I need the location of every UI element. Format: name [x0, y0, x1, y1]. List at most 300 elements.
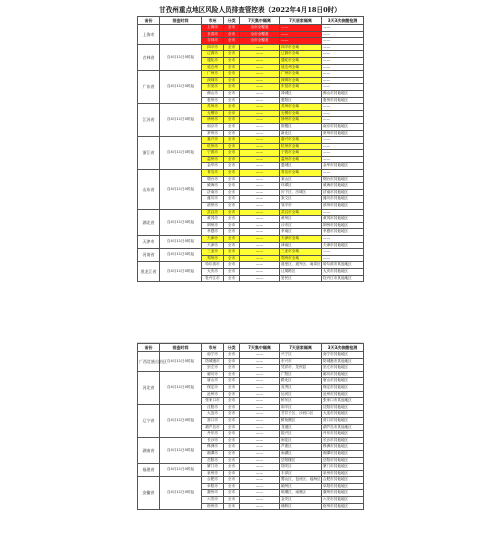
time-cell: 自4月11日0时起: [160, 477, 202, 510]
province-cell: 河南省: [138, 249, 160, 262]
city-cell: 辽源市: [202, 51, 224, 58]
nucleic-test-cell: ——: [322, 156, 364, 163]
centralized-isolation-cell: ——: [240, 176, 280, 183]
centralized-isolation-cell: ——: [240, 104, 280, 111]
document-page-1: [137, 4, 363, 282]
header-province: 省份: [138, 344, 160, 352]
home-isolation-cell: ——: [280, 25, 322, 32]
centralized-isolation-cell: ——: [240, 391, 280, 398]
centralized-isolation-cell: ——: [240, 156, 280, 163]
home-isolation-cell: 兴宁区: [280, 352, 322, 359]
home-isolation-cell: 温州市全域: [280, 156, 322, 163]
province-cell: 浙江省: [138, 137, 160, 170]
table-row: [138, 209, 364, 216]
time-cell: 自4月11日0时起: [160, 464, 202, 477]
nucleic-test-cell: 阜阳市其他地区: [322, 483, 364, 490]
home-isolation-cell: 杭州市全域: [280, 143, 322, 150]
home-isolation-cell: 雨湖区: [280, 450, 322, 457]
province-cell: 黑龙江省: [138, 262, 160, 282]
header-nucleic-test: 3天3次核酸检测: [322, 344, 364, 352]
centralized-isolation-cell: ——: [240, 130, 280, 137]
nucleic-test-cell: 株洲市其他地区: [322, 444, 364, 451]
nucleic-test-cell: 合肥市其他地区: [322, 477, 364, 484]
nucleic-test-cell: 沈阳市其他地区: [322, 404, 364, 411]
nucleic-test-cell: 葫芦岛市其他地区: [322, 424, 364, 431]
header-home-isolation: 7天居家隔离: [280, 344, 322, 352]
centralized-isolation-cell: ——: [240, 268, 280, 275]
category-cell: 全市: [224, 229, 240, 236]
centralized-isolation-cell: ——: [240, 97, 280, 104]
centralized-isolation-cell: ——: [240, 163, 280, 170]
category-cell: 全市: [224, 57, 240, 64]
centralized-isolation-cell: ——: [240, 275, 280, 282]
header-province: 省份: [138, 17, 160, 25]
header-nucleic-test: 3天3次核酸检测: [322, 17, 364, 25]
city-cell: 金华市: [202, 163, 224, 170]
nucleic-test-cell: 南京市其他地区: [322, 123, 364, 130]
centralized-isolation-cell: ——: [240, 352, 280, 359]
nucleic-test-cell: 六安市其他地区: [322, 497, 364, 504]
home-isolation-cell: 深圳市全域: [280, 77, 322, 84]
nucleic-test-cell: 牡丹江市其他地区: [322, 275, 364, 282]
city-cell: 深圳市: [202, 77, 224, 84]
category-cell: 全市: [224, 470, 240, 477]
category-cell: 全市: [224, 417, 240, 424]
category-cell: 全市: [224, 117, 240, 124]
time-cell: 自4月11日0时起: [160, 262, 202, 282]
nucleic-test-cell: ——: [322, 170, 364, 177]
city-cell: 合肥市: [202, 477, 224, 484]
city-cell: 天津市: [202, 242, 224, 249]
centralized-isolation-cell: ——: [240, 483, 280, 490]
home-isolation-cell: 鲅鱼圈区: [280, 417, 322, 424]
category-cell: 全市: [224, 398, 240, 405]
category-cell: 全市: [224, 209, 240, 216]
category-cell: 全市: [224, 90, 240, 97]
home-isolation-cell: 婺城区: [280, 163, 322, 170]
nucleic-test-cell: ——: [322, 64, 364, 71]
home-isolation-cell: 历下区、历城区: [280, 189, 322, 196]
home-isolation-cell: 运河区: [280, 391, 322, 398]
centralized-isolation-cell: ——: [240, 411, 280, 418]
city-cell: 唐山市: [202, 378, 224, 385]
nucleic-test-cell: ——: [322, 38, 364, 45]
nucleic-test-cell: 岳阳市其他地区: [322, 457, 364, 464]
table-row: [138, 249, 364, 256]
table-row: [138, 262, 364, 269]
city-cell: 烟台市: [202, 176, 224, 183]
table-row: [138, 477, 364, 484]
category-cell: 全市: [224, 464, 240, 471]
nucleic-test-cell: ——: [322, 84, 364, 91]
centralized-isolation-cell: ——: [240, 196, 280, 203]
home-isolation-cell: 郑州市全域: [280, 255, 322, 262]
category-cell: 全市: [224, 110, 240, 117]
city-cell: 潍坊市: [202, 196, 224, 203]
category-cell: 全市: [224, 275, 240, 282]
nucleic-test-cell: 佛山市其他地区: [322, 90, 364, 97]
nucleic-test-cell: 厦门市其他地区: [322, 464, 364, 471]
nucleic-test-cell: 常州市其他地区: [322, 130, 364, 137]
category-cell: 全市: [224, 163, 240, 170]
category-cell: 全市: [224, 431, 240, 438]
centralized-isolation-cell: ——: [240, 236, 280, 243]
home-isolation-cell: 苏州市全域: [280, 104, 322, 111]
category-cell: 全市: [224, 497, 240, 504]
time-cell: 自4月11日0时起: [160, 137, 202, 170]
centralized-isolation-cell: ——: [240, 51, 280, 58]
province-cell: 福建省: [138, 464, 160, 477]
time-cell: 自4月11日0时起: [160, 404, 202, 437]
home-isolation-cell: 四平市全域: [280, 44, 322, 51]
nucleic-test-cell: ——: [322, 104, 364, 111]
category-cell: 全市: [224, 424, 240, 431]
city-cell: 营口市: [202, 417, 224, 424]
home-isolation-cell: 桥东区: [280, 398, 322, 405]
city-cell: 六安市: [202, 497, 224, 504]
city-cell: 滨州市: [202, 203, 224, 210]
city-cell: 湘潭市: [202, 450, 224, 457]
category-cell: 全市: [224, 371, 240, 378]
nucleic-test-cell: ——: [322, 255, 364, 262]
category-cell: 全市: [224, 483, 240, 490]
city-cell: 岳阳市: [202, 457, 224, 464]
home-isolation-cell: 津南区: [280, 242, 322, 249]
city-cell: 济南市: [202, 189, 224, 196]
category-cell: 全市: [224, 25, 240, 32]
category-cell: 全市: [224, 222, 240, 229]
category-cell: 全市: [224, 365, 240, 372]
category-cell: 全市: [224, 51, 240, 58]
city-cell: 温州市: [202, 156, 224, 163]
nucleic-test-cell: 滁州市其他地区: [322, 490, 364, 497]
category-cell: 全市: [224, 123, 240, 130]
home-isolation-cell: 通化市全域: [280, 57, 322, 64]
centralized-isolation-cell: ——: [240, 365, 280, 372]
home-isolation-cell: 环翠区: [280, 183, 322, 190]
home-isolation-cell: 蜀山区、包河区、瑶海区: [280, 477, 322, 484]
city-cell: 通化市: [202, 57, 224, 64]
home-isolation-cell: ——: [280, 31, 322, 38]
category-cell: 全市: [224, 104, 240, 111]
header-category: 分类: [224, 17, 240, 25]
home-isolation-cell: 奎文区: [280, 196, 322, 203]
nucleic-test-cell: 金华市其他地区: [322, 163, 364, 170]
time-cell: 自4月11日0时起: [160, 437, 202, 463]
nucleic-test-cell: 滨州市其他地区: [322, 203, 364, 210]
city-cell: 沈阳市: [202, 404, 224, 411]
home-isolation-cell: 颍州区: [280, 483, 322, 490]
home-isolation-cell: 爱民区: [280, 275, 322, 282]
centralized-isolation-cell: ——: [240, 143, 280, 150]
nucleic-test-cell: 廊坊市其他地区: [322, 371, 364, 378]
nucleic-test-cell: ——: [322, 249, 364, 256]
centralized-isolation-cell: ——: [240, 222, 280, 229]
header-home-isolation: 7天居家隔离: [280, 17, 322, 25]
table-row: [138, 137, 364, 144]
header-category: 分类: [224, 344, 240, 352]
centralized-isolation-cell: ——: [240, 123, 280, 130]
city-cell: 上海市: [202, 25, 224, 32]
home-isolation-cell: 三亚市全域: [280, 249, 322, 256]
document-page-2: [137, 342, 363, 510]
city-cell: 荆州市: [202, 222, 224, 229]
home-isolation-cell: 岳阳楼区: [280, 457, 322, 464]
centralized-isolation-cell: ——: [240, 450, 280, 457]
city-cell: 威海市: [202, 183, 224, 190]
nucleic-test-cell: 黄冈市其他地区: [322, 216, 364, 223]
home-isolation-cell: 翔安区: [280, 464, 322, 471]
category-cell: 全市: [224, 38, 240, 45]
centralized-isolation-cell: ——: [240, 84, 280, 91]
category-cell: 全市: [224, 262, 240, 269]
home-isolation-cell: 宁波市全域: [280, 150, 322, 157]
header-city: 市州: [202, 17, 224, 25]
province-cell: 江苏省: [138, 104, 160, 137]
time-cell: 自4月11日0时起: [160, 170, 202, 210]
home-isolation-cell: 鼓楼区: [280, 123, 322, 130]
centralized-isolation-cell: ——: [240, 497, 280, 504]
centralized-isolation-cell: ——: [240, 44, 280, 51]
city-cell: 杭州市: [202, 143, 224, 150]
centralized-isolation-cell: ——: [240, 437, 280, 444]
province-cell: 广西壮族自治区: [138, 352, 160, 372]
category-cell: 全市: [224, 176, 240, 183]
category-cell: 全市: [224, 391, 240, 398]
category-cell: 全市: [224, 255, 240, 262]
category-cell: 全市: [224, 143, 240, 150]
nucleic-test-cell: ——: [322, 57, 364, 64]
centralized-isolation-cell: ——: [240, 255, 280, 262]
nucleic-test-cell: ——: [322, 77, 364, 84]
home-isolation-cell: 道里区、道外区、南岗区: [280, 262, 322, 269]
city-cell: 常州市: [202, 130, 224, 137]
category-cell: 全市: [224, 358, 240, 365]
nucleic-test-cell: 大连市其他地区: [322, 411, 364, 418]
category-cell: 全市: [224, 97, 240, 104]
nucleic-test-cell: ——: [322, 143, 364, 150]
centralized-isolation-cell: ——: [240, 490, 280, 497]
city-cell: 大连市: [202, 411, 224, 418]
home-isolation-cell: 竞秀区: [280, 384, 322, 391]
category-cell: 全市: [224, 150, 240, 157]
centralized-isolation-cell: 全市全覆盖: [240, 25, 280, 32]
home-isolation-cell: 天津市全域: [280, 236, 322, 243]
city-cell: 牡丹江市: [202, 275, 224, 282]
nucleic-test-cell: 营口市其他地区: [322, 417, 364, 424]
home-isolation-cell: 金安区: [280, 497, 322, 504]
category-cell: 全市: [224, 384, 240, 391]
home-isolation-cell: 无锡市全域: [280, 110, 322, 117]
city-cell: 防城港市: [202, 358, 224, 365]
nucleic-test-cell: ——: [322, 51, 364, 58]
city-cell: 黄冈市: [202, 216, 224, 223]
centralized-isolation-cell: ——: [240, 444, 280, 451]
province-cell: 湖南省: [138, 437, 160, 463]
centralized-isolation-cell: ——: [240, 110, 280, 117]
risk-table-page-2: [137, 343, 364, 510]
category-cell: 全市: [224, 444, 240, 451]
category-cell: 全市: [224, 71, 240, 78]
nucleic-test-cell: 孝感市其他地区: [322, 229, 364, 236]
category-cell: 全市: [224, 137, 240, 144]
nucleic-test-cell: 防城港市其他地区: [322, 358, 364, 365]
city-cell: 张家口市: [202, 398, 224, 405]
centralized-isolation-cell: ——: [240, 262, 280, 269]
centralized-isolation-cell: ——: [240, 137, 280, 144]
home-isolation-cell: ——: [280, 38, 322, 45]
centralized-isolation-cell: ——: [240, 378, 280, 385]
city-cell: 阜阳市: [202, 483, 224, 490]
city-cell: 郑州市: [202, 255, 224, 262]
nucleic-test-cell: 天津市其他地区: [322, 242, 364, 249]
city-cell: 南京市: [202, 123, 224, 130]
city-cell: 广州市: [202, 71, 224, 78]
city-cell: 宿州市: [202, 503, 224, 510]
centralized-isolation-cell: 全市全覆盖: [240, 31, 280, 38]
city-cell: 株洲市: [202, 444, 224, 451]
table-header-row: [138, 17, 364, 25]
nucleic-test-cell: 宿州市其他地区: [322, 503, 364, 510]
home-isolation-cell: 路北区: [280, 378, 322, 385]
time-cell: [160, 25, 202, 45]
centralized-isolation-cell: ——: [240, 424, 280, 431]
category-cell: 全市: [224, 411, 240, 418]
home-isolation-cell: 甘井子区、沙河口区: [280, 411, 322, 418]
home-isolation-cell: 广州市全域: [280, 71, 322, 78]
city-cell: 南宁市: [202, 352, 224, 359]
nucleic-test-cell: 保定市其他地区: [322, 384, 364, 391]
centralized-isolation-cell: ——: [240, 216, 280, 223]
time-cell: 自4月11日0时起: [160, 44, 202, 70]
category-cell: 全市: [224, 352, 240, 359]
category-cell: 全市: [224, 503, 240, 510]
home-isolation-cell: 禅城区: [280, 90, 322, 97]
time-cell: 自4月11日0时起: [160, 249, 202, 262]
category-cell: 全市: [224, 156, 240, 163]
table-row: [138, 464, 364, 471]
home-isolation-cell: 广阳区: [280, 371, 322, 378]
category-cell: 全市: [224, 404, 240, 411]
city-cell: 长沙市: [202, 437, 224, 444]
nucleic-test-cell: 丹东市其他地区: [322, 431, 364, 438]
header-centralized-isolation: 7天集中隔离: [240, 344, 280, 352]
document-title: 甘孜州重点地区风险人员排查管控表（2022年4月18日0时）: [159, 6, 341, 14]
nucleic-test-cell: 威海市其他地区: [322, 183, 364, 190]
city-cell: 青岛市: [202, 170, 224, 177]
province-cell: 湖北省: [138, 209, 160, 235]
category-cell: 全市: [224, 170, 240, 177]
home-isolation-cell: 邹平市: [280, 203, 322, 210]
centralized-isolation-cell: ——: [240, 358, 280, 365]
centralized-isolation-cell: ——: [240, 209, 280, 216]
table-header-row: [138, 344, 364, 352]
home-isolation-cell: 让胡路区: [280, 268, 322, 275]
nucleic-test-cell: ——: [322, 110, 364, 117]
category-cell: 全市: [224, 44, 240, 51]
home-isolation-cell: 惠阳区: [280, 97, 322, 104]
province-cell: 上海市: [138, 25, 160, 45]
home-isolation-cell: 凭祥市、龙州县: [280, 365, 322, 372]
nucleic-test-cell: ——: [322, 236, 364, 243]
centralized-isolation-cell: ——: [240, 170, 280, 177]
centralized-isolation-cell: ——: [240, 90, 280, 97]
nucleic-test-cell: ——: [322, 25, 364, 32]
nucleic-test-cell: 崇左市其他地区: [322, 365, 364, 372]
centralized-isolation-cell: ——: [240, 457, 280, 464]
province-cell: 安徽省: [138, 477, 160, 510]
home-isolation-cell: 孝南区: [280, 229, 322, 236]
nucleic-test-cell: 湘潭市其他地区: [322, 450, 364, 457]
centralized-isolation-cell: ——: [240, 431, 280, 438]
centralized-isolation-cell: ——: [240, 249, 280, 256]
table-row: [138, 170, 364, 177]
city-cell: 哈尔滨市: [202, 262, 224, 269]
table-row: [138, 44, 364, 51]
province-cell: 天津市: [138, 236, 160, 249]
nucleic-test-cell: ——: [322, 137, 364, 144]
table-row: [138, 236, 364, 243]
nucleic-test-cell: 哈尔滨市其他地区: [322, 262, 364, 269]
time-cell: 自4月11日0时起: [160, 236, 202, 249]
category-cell: 全市: [224, 437, 240, 444]
province-cell: 河北省: [138, 371, 160, 404]
centralized-isolation-cell: ——: [240, 242, 280, 249]
centralized-isolation-cell: ——: [240, 398, 280, 405]
table-row: [138, 352, 364, 359]
home-isolation-cell: 东兴市: [280, 358, 322, 365]
city-cell: 无锡市: [202, 110, 224, 117]
category-cell: 全市: [224, 242, 240, 249]
home-isolation-cell: 嘉兴市全域: [280, 137, 322, 144]
city-cell: 嘉兴市: [202, 137, 224, 144]
category-cell: 全市: [224, 490, 240, 497]
city-cell: 惠州市: [202, 97, 224, 104]
home-isolation-cell: 武汉市全域: [280, 209, 322, 216]
nucleic-test-cell: 沧州市其他地区: [322, 391, 364, 398]
home-isolation-cell: 和平区: [280, 404, 322, 411]
header-time: 排查时间: [160, 344, 202, 352]
table-row: [138, 404, 364, 411]
city-cell: 廊坊市: [202, 371, 224, 378]
risk-table-page-1: [137, 16, 364, 282]
city-cell: 沧州市: [202, 391, 224, 398]
nucleic-test-cell: 济南市其他地区: [322, 189, 364, 196]
city-cell: 徐州市: [202, 117, 224, 124]
centralized-isolation-cell: ——: [240, 417, 280, 424]
nucleic-test-cell: 南宁市其他地区: [322, 352, 364, 359]
centralized-isolation-cell: ——: [240, 183, 280, 190]
category-cell: 全市: [224, 130, 240, 137]
table-row: [138, 371, 364, 378]
city-cell: 葫芦岛市: [202, 424, 224, 431]
city-cell: 三亚市: [202, 249, 224, 256]
city-cell: 苏州市: [202, 104, 224, 111]
city-cell: 宁波市: [202, 150, 224, 157]
table-row: [138, 71, 364, 78]
centralized-isolation-cell: ——: [240, 371, 280, 378]
nucleic-test-cell: 荆州市其他地区: [322, 222, 364, 229]
centralized-isolation-cell: ——: [240, 64, 280, 71]
city-cell: 厦门市: [202, 464, 224, 471]
centralized-isolation-cell: ——: [240, 464, 280, 471]
city-cell: 佛山市: [202, 90, 224, 97]
category-cell: 全市: [224, 84, 240, 91]
time-cell: 自4月11日0时起: [160, 209, 202, 235]
category-cell: 全市: [224, 64, 240, 71]
table-row: [138, 437, 364, 444]
home-isolation-cell: 振兴区: [280, 431, 322, 438]
